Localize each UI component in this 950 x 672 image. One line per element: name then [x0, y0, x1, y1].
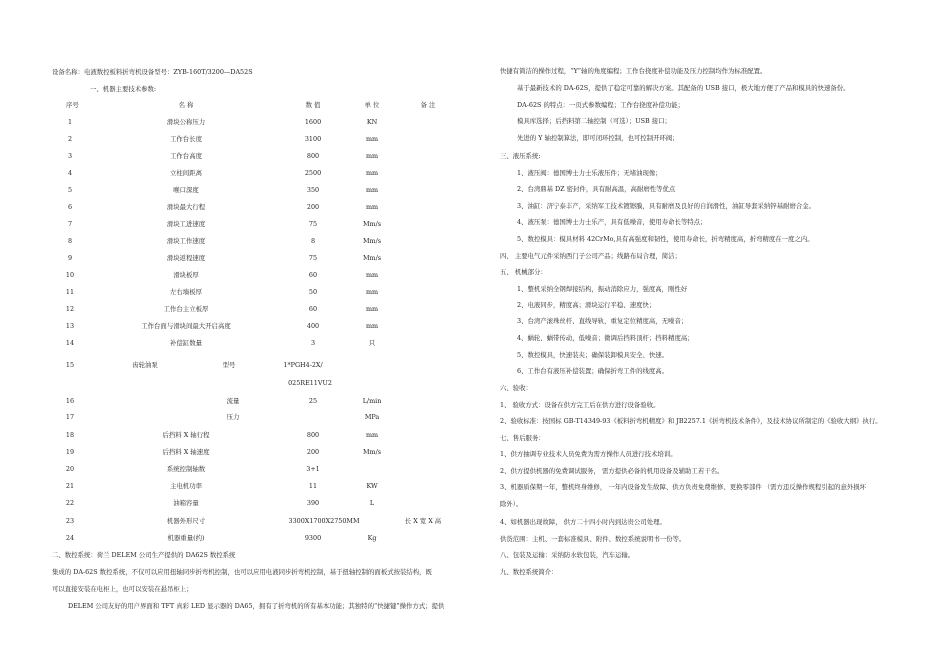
paragraph-text: 2、电液同步，精度高；滑块运行平稳、速度快；: [517, 301, 656, 309]
table-row-no: 2: [67, 135, 73, 143]
table-row-name: 系统控制轴数: [166, 465, 206, 473]
paragraph-text: 四、 主要电气元件采纳西门子公司产品；线路布局合理，简洁；: [500, 252, 681, 260]
paragraph-text: 6、工作台有液压补偿装置；确保折弯工件的线度高。: [517, 367, 669, 375]
table-header-no: 序号: [66, 101, 79, 109]
table-row-value: 3+1: [306, 465, 320, 473]
table-row-value: 75: [308, 220, 318, 228]
table-row-no: 3: [67, 152, 73, 160]
table-row-value: 400: [306, 322, 320, 330]
paragraph-text: 模具库选择；后挡料第二轴控制（可选）；USB 接口；: [517, 117, 671, 125]
paragraph-text: 九、数控系统简介：: [500, 568, 558, 576]
table-row-no: 20: [65, 465, 75, 473]
table-row-unit: L: [369, 499, 375, 507]
paragraph-text: 2、供方提供机器的免费调试服务， 需方提供必备的机用设备及辅助工若干名。: [500, 467, 724, 475]
table-row-value: 60: [308, 271, 318, 279]
table-row-value: 3100: [304, 135, 322, 143]
table-row-name: 喉口深度: [173, 186, 199, 194]
table-row-name: 滑块工作速度: [166, 237, 206, 245]
table-row-name: 滑块最大行程: [166, 203, 206, 211]
section-title-specs: 一、机器主要技术参数:: [90, 85, 157, 93]
table-row-unit: Mm/s: [362, 220, 382, 228]
paragraph-text: 1、 验收方式：设备在供方完工后在供方进行设备验收。: [500, 401, 660, 409]
paragraph-text: 4、液压泵：德国博士力士乐产，具有低噪音，使用寿命长等特点；: [517, 218, 707, 226]
right-page: [475, 0, 950, 672]
paragraph-text: 3、机器质保期一年，整机终身维修， 一年内设备发生故障、供方负责免费维修、更换零部件 （需方违反操作规程引起的意外损坏: [500, 483, 867, 491]
table-row-no: 5: [67, 186, 73, 194]
table-row-value: 3300X1700X2750MM: [288, 517, 360, 525]
table-row-value: 390: [306, 499, 320, 507]
table-row-value: 2500: [304, 169, 322, 177]
table-row-no: 12: [65, 305, 75, 313]
paragraph-text: 七、售后服务：: [500, 434, 545, 442]
table-row-value: 800: [306, 152, 320, 160]
table-header-name: 名 称: [178, 101, 194, 109]
paragraph-text: 2、台湾鼎基 DZ 密封件，具有耐高温，高耐磨性等优点: [517, 185, 676, 193]
table-row-value: 350: [306, 186, 320, 194]
table-row-name: 机器重量(约): [167, 534, 205, 542]
table-row-value: 75: [308, 254, 318, 262]
table-row-no: 17: [65, 413, 75, 421]
table-row-unit: MPa: [364, 413, 380, 421]
table-row-no: 18: [65, 431, 75, 439]
table-row-name: 工作台长度: [170, 135, 202, 143]
table-row-name: 齿轮油泵: [132, 361, 158, 369]
paragraph-text: 先进的 Y 轴控制算法，即可闭环控制，也可控制开环阀；: [517, 134, 679, 142]
paragraph-text: 5、数控模具：模具材料 42CrMo,具有高强度和韧性，使用寿命长，折弯精度高，折弯精度在一度之内。: [517, 235, 814, 243]
table-row-value: 3: [310, 339, 316, 347]
table-row-name: 后挡料 X 轴行程: [162, 431, 210, 439]
paragraph-text: 4、蜗轮、蜗带传动，低噪音；微调后挡料顶杆；挡料精度高；: [517, 334, 694, 342]
table-row-unit: mm: [365, 135, 379, 143]
section-title-cnc: 二、数控系统：荷兰 DELEM 公司生产提供的 DA62S 数控系统: [52, 551, 236, 559]
table-row-no: 22: [65, 499, 75, 507]
table-row-unit: mm: [365, 203, 379, 211]
table-row-name: 主电机功率: [170, 482, 202, 490]
table-row-no: 24: [65, 534, 75, 542]
table-row-value: 1*PGH4-2X/: [283, 361, 323, 369]
paragraph-text: 除外）。: [500, 500, 523, 508]
paragraph-text: 三、液压系统:: [500, 152, 541, 160]
table-row-unit: mm: [365, 186, 379, 194]
table-row-unit: mm: [365, 322, 379, 330]
paragraph-text: DA-62S 的特点：一页式参数编程；工作台挠度补偿功能；: [517, 101, 685, 109]
table-row-no: 1: [67, 118, 73, 126]
table-row-value: 025RE11VU2: [288, 379, 332, 387]
table-row-no: 9: [67, 254, 73, 262]
table-row-unit: mm: [365, 431, 379, 439]
table-row-unit: mm: [365, 271, 379, 279]
table-row-remark: 长 X 宽 X 高: [404, 517, 442, 525]
table-row-no: 11: [65, 288, 75, 296]
table-row-no: 21: [65, 482, 75, 490]
paragraph-text: 五、 机械部分：: [500, 268, 547, 276]
table-row-value: 1600: [304, 118, 322, 126]
table-row-name: 滑块公称压力: [166, 118, 206, 126]
table-header-unit: 单 位: [364, 101, 380, 109]
table-row-no: 6: [67, 203, 73, 211]
table-row-unit: KN: [366, 118, 378, 126]
paragraph-text: 基于最新技术的 DA-62S，提供了稳定可靠的解决方案。其配备的 USB 接口，极大地方便了产品和模具的快速备份。: [517, 84, 850, 92]
table-row-no: 7: [67, 220, 73, 228]
table-row-name: 工作台面与滑块间最大开启高度: [141, 322, 231, 330]
table-row-unit: Mm/s: [362, 448, 382, 456]
table-row-sub: 型号: [222, 361, 236, 369]
table-row-name: 后挡料 X 轴速度: [162, 448, 210, 456]
table-row-unit: mm: [365, 305, 379, 313]
table-row-value: 800: [306, 431, 320, 439]
table-row-no: 15: [65, 361, 75, 369]
paragraph-text: 供货范围：主机、一套标准模具、附件、数控系统说明书一份等。: [500, 535, 686, 543]
table-row-name: 工作台高度: [170, 152, 202, 160]
paragraph-text: DELEM 公司友好的用户界面和 TFT 真彩 LED 显示器的 DA65，拥有了折弯机的所有基本功能；其独特的“快捷键”操作方式；提供: [68, 602, 445, 610]
table-row-name: 工作台主立板厚: [163, 305, 209, 313]
table-row-name: 滑块板厚: [173, 271, 199, 279]
paragraph-text: 八、包装及运输：采纳防水软包装，汽车运输。: [500, 551, 635, 559]
table-row-unit: Mm/s: [362, 237, 382, 245]
table-row-value: 50: [308, 288, 318, 296]
paragraph-text: 1、供方抽调专业技术人员免费为需方操作人员进行技术培训。: [500, 450, 677, 458]
paragraph-text: 5、数控模具，快速装夹；确保装卸模具安全、快速。: [517, 351, 669, 359]
table-row-unit: 只: [368, 339, 376, 347]
paragraph-text: 3、台湾产滚珠丝杆、直线导轨，重复定位精度高，无噪音；: [517, 317, 688, 325]
table-row-no: 14: [65, 339, 75, 347]
table-row-unit: L/min: [362, 397, 382, 405]
table-row-name: 滑块工进速度: [166, 220, 206, 228]
paragraph-text: 1、整机采纳全钢焊接结构，振动消除应力，强度高，刚性好: [517, 285, 688, 293]
table-row-name: 机器外形尺寸: [166, 517, 206, 525]
table-row-name: 油箱容量: [173, 499, 199, 507]
table-header-remark: 备 注: [420, 101, 436, 109]
paragraph-text: 4、如机器出现故障， 供方二十四小时内到达贵公司处理。: [500, 518, 666, 526]
table-row-no: 19: [65, 448, 75, 456]
table-row-unit: mm: [365, 169, 379, 177]
table-row-sub: 压力: [226, 413, 240, 421]
table-row-sub: 流量: [226, 397, 240, 405]
table-row-no: 23: [65, 517, 75, 525]
table-row-unit: Kg: [367, 534, 377, 542]
table-header-value: 数 值: [305, 101, 321, 109]
table-row-value: 200: [306, 203, 320, 211]
table-row-value: 8: [310, 237, 316, 245]
table-row-value: 25: [308, 397, 318, 405]
doc-header: 设备名称：电液数控板料折弯机设备型号：ZYB-160T/3200—DA52S: [52, 68, 253, 76]
paragraph-text: 3、油缸：济宁泰丰产，采纳军工技术镀镲膜，具有耐磨及良好的自润滑性，油缸导套采纳锌基耐磨合金。: [517, 202, 816, 210]
table-row-unit: mm: [365, 152, 379, 160]
table-row-unit: Mm/s: [362, 254, 382, 262]
paragraph-text: 六、验收：: [500, 384, 532, 392]
table-row-value: 11: [308, 482, 318, 490]
table-row-no: 13: [65, 322, 75, 330]
table-row-no: 4: [67, 169, 73, 177]
table-row-no: 10: [65, 271, 75, 279]
paragraph-text: 集成的 DA-62S 数控系统，不仅可以应用扭轴同步折弯机控制，也可以应用电液同步折弯机控制，基于扭轴控制的面板式按装结构，既: [52, 568, 432, 576]
paragraph-text: 快捷有简洁的操作过程，“Y”轴的角度编程；工作台挠度补偿功能及压力控制均作为标准配置。: [500, 67, 767, 75]
paragraph-text: 可以直接安装在电柜上，也可以安装在悬吊柜上；: [52, 585, 193, 593]
table-row-unit: KW: [366, 482, 378, 490]
table-row-name: 左右墙板厚: [170, 288, 202, 296]
table-row-no: 16: [65, 397, 75, 405]
paragraph-text: 2、验收标准：按国标 GB-T14349-93《板料折弯机精度》和 JB2257.1《折弯机技术条件》，及技术协议所制定的《验收大纲》执行。: [500, 417, 882, 425]
table-row-value: 200: [306, 448, 320, 456]
table-row-name: 滑块返程速度: [166, 254, 206, 262]
table-row-value: 9300: [304, 534, 322, 542]
table-row-value: 60: [308, 305, 318, 313]
paragraph-text: 1、液压阀：德国博士力士乐液压件；无堵油现像；: [517, 169, 662, 177]
table-row-name: 补偿缸数量: [170, 339, 202, 347]
table-row-unit: mm: [365, 288, 379, 296]
table-row-no: 8: [67, 237, 73, 245]
table-row-name: 立柱间距离: [170, 169, 202, 177]
